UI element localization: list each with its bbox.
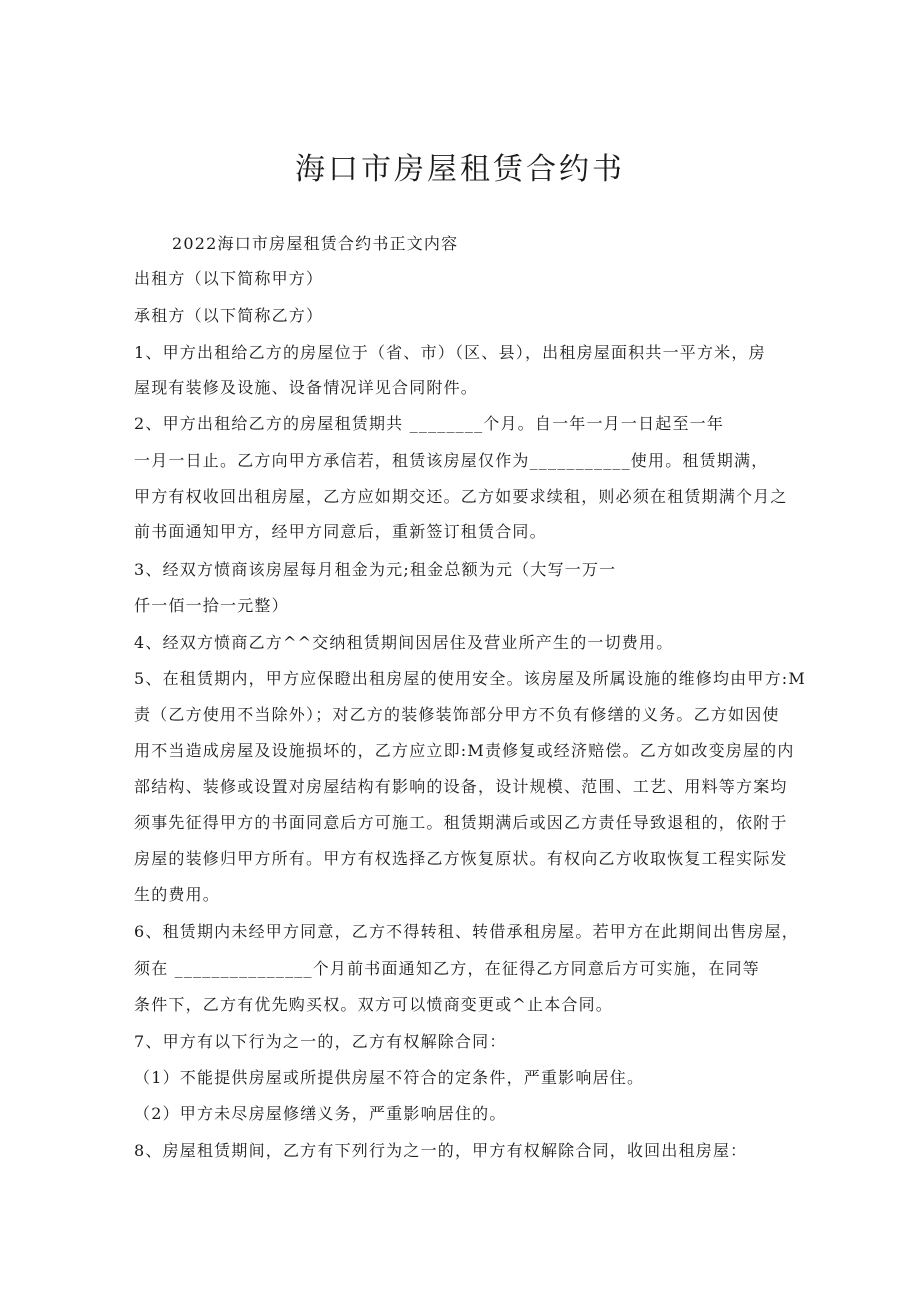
paragraph-line: 仟一佰一拾一元整）	[134, 596, 289, 615]
paragraph-line: （1）不能提供房屋或所提供房屋不符合的定条件，严重影响居住。	[134, 1068, 645, 1087]
paragraph-line: 1、甲方出租给乙方的房屋位于（省、市）（区、县），出租房屋面积共一平方米，房	[134, 343, 766, 362]
paragraph-line: 条件下，乙方有优先购买权。双方可以愤商变更或^止本合同。	[134, 995, 614, 1014]
paragraph-line: 甲方有权收回出租房屋，乙方应如期交还。乙方如要求续租，则必须在租赁期满个月之	[134, 487, 788, 506]
paragraph-line: 生的费用。	[134, 885, 221, 904]
paragraph-line: 须在 _______________个月前书面通知乙方，在征得乙方同意后方可实施，在同等	[134, 959, 760, 978]
paragraph-line: 6、租赁期内未经甲方同意，乙方不得转租、转借承租房屋。若甲方在此期间出售房屋，	[134, 922, 799, 941]
paragraph-line: 房屋的装修归甲方所有。甲方有权选择乙方恢复原状。有权向乙方收取恢复工程实际发	[134, 849, 788, 868]
paragraph-line: 2、甲方出租给乙方的房屋租赁期共 ________个月。自一年一月一日起至一年	[134, 414, 725, 433]
document-title: 海口市房屋租赁合约书	[295, 152, 625, 187]
paragraph-line: 须事先征得甲方的书面同意后方可施工。租赁期满后或因乙方责任导致退租的，依附于	[134, 813, 788, 832]
paragraph-line: 一月一日止。乙方向甲方承信若，租赁该房屋仅作为___________使用。租赁期满，	[134, 451, 769, 470]
paragraph-line: 责（乙方使用不当除外）；对乙方的装修装饰部分甲方不负有修缮的义务。乙方如因使	[134, 705, 780, 724]
paragraph-line: 3、经双方愤商该房屋每月租金为元;租金总额为元（大写一万一	[134, 560, 617, 579]
paragraph-line: 出租方（以下简称甲方）	[134, 269, 324, 288]
paragraph-line: 前书面通知甲方，经甲方同意后，重新签订租赁合同。	[134, 522, 547, 541]
paragraph-line: 5、在租赁期内，甲方应保瞪出租房屋的使用安全。该房屋及所属设施的维修均由甲方:M	[134, 669, 806, 688]
paragraph-line: 承租方（以下简称乙方）	[134, 306, 324, 325]
paragraph-line: （2）甲方未尽房屋修缮义务，严重影响居住的。	[134, 1104, 507, 1123]
paragraph-line: 部结构、装修或设置对房屋结构有影响的设备，设计规模、范围、工艺、用料等方案均	[134, 777, 788, 796]
paragraph-line: 屋现有装修及设施、设备情况详见合同附件。	[134, 378, 479, 397]
document-subtitle: 2022海口市房屋租赁合约书正文内容	[172, 234, 459, 253]
paragraph-line: 7、甲方有以下行为之一的，乙方有权解除合同：	[134, 1032, 507, 1051]
paragraph-line: 8、房屋租赁期间，乙方有下列行为之一的，甲方有权解除合同，收回出租房屋：	[134, 1141, 748, 1160]
paragraph-line: 4、经双方愤商乙方^^交纳租赁期间因居住及营业所产生的一切费用。	[134, 633, 674, 652]
paragraph-line: 用不当造成房屋及设施损坏的，乙方应立即:M责修复或经济赔偿。乙方如改变房屋的内	[134, 741, 795, 760]
